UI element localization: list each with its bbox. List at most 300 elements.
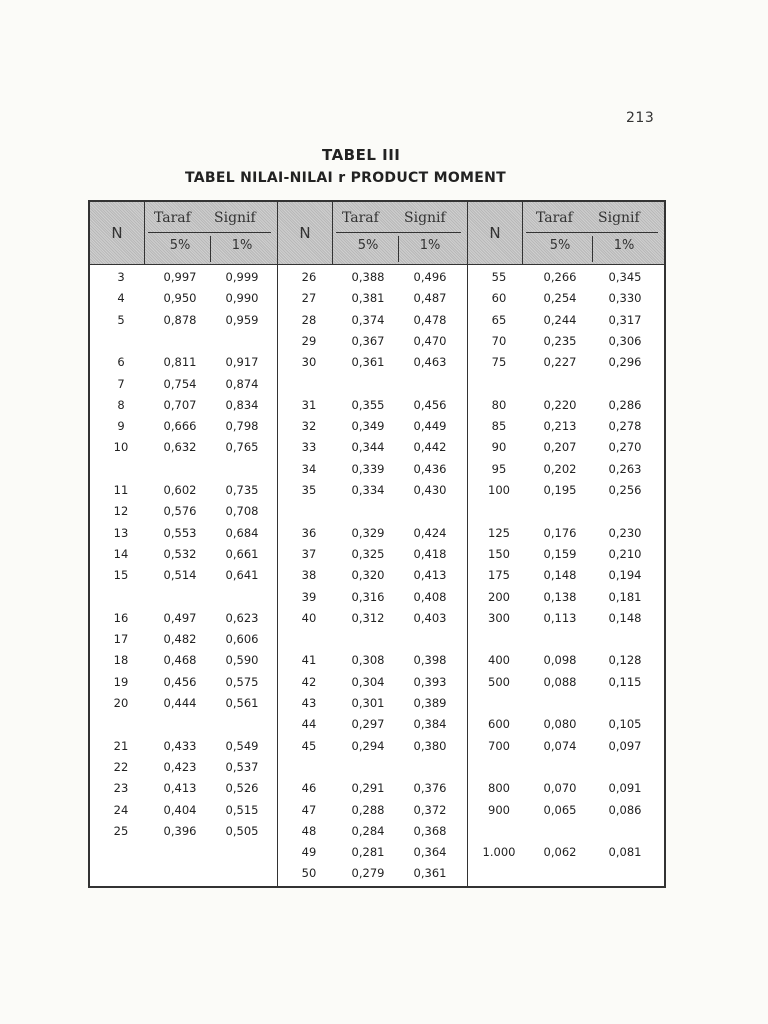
cell-5pct: 0,235 <box>543 333 577 348</box>
cell-n: 8 <box>117 397 125 412</box>
cell-1pct: 0,990 <box>225 291 259 306</box>
table-row <box>90 760 277 781</box>
cell-5pct: 0,316 <box>351 589 385 604</box>
cell-5pct: 0,811 <box>163 355 197 370</box>
header-taraf: Taraf <box>342 210 379 226</box>
table-row <box>468 611 664 632</box>
table-row <box>468 270 664 291</box>
cell-1pct: 0,834 <box>225 397 259 412</box>
cell-1pct: 0,230 <box>608 525 642 540</box>
table-row <box>468 398 664 419</box>
cell-n: 400 <box>488 653 510 668</box>
cell-5pct: 0,244 <box>543 312 577 327</box>
cell-5pct: 0,482 <box>163 632 197 647</box>
cell-5pct: 0,404 <box>163 802 197 817</box>
cell-1pct: 0,296 <box>608 355 642 370</box>
cell-1pct: 0,361 <box>413 866 447 881</box>
cell-n: 13 <box>113 525 129 540</box>
cell-1pct: 0,561 <box>225 696 259 710</box>
table-row <box>90 632 277 653</box>
cell-n: 12 <box>113 504 129 519</box>
cell-1pct: 0,735 <box>225 483 259 497</box>
cell-1pct: 0,515 <box>225 802 259 817</box>
cell-1pct: 0,623 <box>225 610 259 625</box>
cell-n: 26 <box>301 270 317 284</box>
cell-1pct: 0,403 <box>413 610 447 625</box>
header-5pct: 5% <box>357 238 379 253</box>
cell-n: 37 <box>301 546 317 561</box>
cell-5pct: 0,381 <box>351 291 385 306</box>
cell-1pct: 0,128 <box>608 653 642 668</box>
cell-5pct: 0,532 <box>163 546 197 561</box>
cell-5pct: 0,291 <box>351 781 385 796</box>
cell-5pct: 0,334 <box>351 483 385 497</box>
cell-1pct: 0,376 <box>413 781 447 796</box>
table-row <box>90 334 277 355</box>
header-1pct: 1% <box>419 238 441 253</box>
cell-n: 150 <box>488 546 510 561</box>
cell-5pct: 0,065 <box>543 802 577 817</box>
cell-5pct: 0,456 <box>163 674 197 689</box>
cell-1pct: 0,430 <box>413 483 447 497</box>
cell-5pct: 0,159 <box>543 546 577 561</box>
cell-5pct: 0,308 <box>351 653 385 668</box>
cell-5pct: 0,304 <box>351 674 385 689</box>
cell-n: 80 <box>491 397 507 412</box>
header-n: N <box>468 202 523 264</box>
table-row <box>468 547 664 568</box>
header-rule <box>148 232 271 233</box>
cell-n: 9 <box>117 419 125 434</box>
cell-n: 29 <box>301 333 317 348</box>
cell-5pct: 0,344 <box>351 440 385 455</box>
cell-n: 49 <box>301 845 317 860</box>
table-row <box>278 291 467 312</box>
cell-n: 75 <box>491 355 507 370</box>
cell-1pct: 0,317 <box>608 312 642 327</box>
table-header <box>90 202 277 265</box>
cell-n: 47 <box>301 802 317 817</box>
header-divider <box>592 236 593 262</box>
cell-1pct: 0,487 <box>413 291 447 306</box>
cell-5pct: 0,266 <box>543 270 577 284</box>
cell-5pct: 0,301 <box>351 696 385 710</box>
table-row <box>468 653 664 674</box>
cell-1pct: 0,398 <box>413 653 447 668</box>
cell-5pct: 0,413 <box>163 781 197 796</box>
table-row <box>278 590 467 611</box>
cell-1pct: 0,661 <box>225 546 259 561</box>
table-row <box>278 568 467 589</box>
cell-1pct: 0,408 <box>413 589 447 604</box>
cell-n: 44 <box>301 717 317 732</box>
table-row <box>468 739 664 760</box>
cell-n: 6 <box>117 355 125 370</box>
cell-1pct: 0,449 <box>413 419 447 434</box>
table-row <box>468 803 664 824</box>
header-n: N <box>278 202 333 264</box>
header-rule <box>526 232 658 233</box>
table-panel-1 <box>90 202 278 886</box>
table-row <box>468 377 664 398</box>
cell-5pct: 0,632 <box>163 440 197 455</box>
cell-1pct: 0,708 <box>225 504 259 519</box>
cell-1pct: 0,478 <box>413 312 447 327</box>
cell-1pct: 0,115 <box>608 674 642 689</box>
cell-1pct: 0,086 <box>608 802 642 817</box>
table-row <box>278 313 467 334</box>
table-row <box>468 568 664 589</box>
cell-n: 7 <box>117 376 125 391</box>
cell-n: 3 <box>117 270 125 284</box>
cell-n: 95 <box>491 461 507 476</box>
cell-n: 300 <box>488 610 510 625</box>
cell-n: 70 <box>491 333 507 348</box>
header-1pct: 1% <box>231 238 253 253</box>
table-row <box>90 377 277 398</box>
header-signif: Signif <box>404 210 446 226</box>
cell-1pct: 0,496 <box>413 270 447 284</box>
cell-1pct: 0,456 <box>413 397 447 412</box>
cell-5pct: 0,997 <box>163 270 197 284</box>
table-row <box>90 717 277 738</box>
cell-1pct: 0,330 <box>608 291 642 306</box>
cell-1pct: 0,364 <box>413 845 447 860</box>
table-row <box>468 440 664 461</box>
table-row <box>278 632 467 653</box>
table-row <box>90 270 277 291</box>
table-row <box>468 632 664 653</box>
cell-5pct: 0,468 <box>163 653 197 668</box>
table-row <box>278 547 467 568</box>
cell-n: 700 <box>488 738 510 753</box>
cell-n: 38 <box>301 568 317 583</box>
cell-5pct: 0,339 <box>351 461 385 476</box>
cell-n: 14 <box>113 546 129 561</box>
table-row <box>90 462 277 483</box>
cell-5pct: 0,062 <box>543 845 577 860</box>
cell-n: 500 <box>488 674 510 689</box>
cell-n: 900 <box>488 802 510 817</box>
cell-1pct: 0,380 <box>413 738 447 753</box>
cell-5pct: 0,754 <box>163 376 197 391</box>
table-row <box>90 824 277 845</box>
cell-1pct: 0,368 <box>413 823 447 838</box>
table-row <box>278 781 467 802</box>
cell-1pct: 0,306 <box>608 333 642 348</box>
cell-1pct: 0,442 <box>413 440 447 455</box>
table-row <box>90 675 277 696</box>
cell-5pct: 0,374 <box>351 312 385 327</box>
cell-1pct: 0,278 <box>608 419 642 434</box>
cell-n: 85 <box>491 419 507 434</box>
cell-n: 10 <box>113 440 129 455</box>
cell-5pct: 0,878 <box>163 312 197 327</box>
cell-1pct: 0,393 <box>413 674 447 689</box>
cell-1pct: 0,148 <box>608 610 642 625</box>
cell-n: 32 <box>301 419 317 434</box>
cell-5pct: 0,080 <box>543 717 577 732</box>
cell-n: 16 <box>113 610 129 625</box>
cell-n: 23 <box>113 781 129 796</box>
table-row <box>278 440 467 461</box>
cell-5pct: 0,355 <box>351 397 385 412</box>
header-divider <box>398 236 399 262</box>
cell-1pct: 0,436 <box>413 461 447 476</box>
cell-5pct: 0,213 <box>543 419 577 434</box>
table-panel-3 <box>468 202 664 886</box>
cell-5pct: 0,666 <box>163 419 197 434</box>
cell-5pct: 0,284 <box>351 823 385 838</box>
cell-n: 4 <box>117 291 125 306</box>
cell-5pct: 0,138 <box>543 589 577 604</box>
table-row <box>468 462 664 483</box>
header-divider <box>210 236 211 262</box>
cell-n: 175 <box>488 568 510 583</box>
cell-5pct: 0,320 <box>351 568 385 583</box>
cell-n: 31 <box>301 397 317 412</box>
cell-n: 50 <box>301 866 317 881</box>
cell-n: 125 <box>488 525 510 540</box>
cell-1pct: 0,263 <box>608 461 642 476</box>
cell-1pct: 0,959 <box>225 312 259 327</box>
cell-1pct: 0,463 <box>413 355 447 370</box>
cell-1pct: 0,345 <box>608 270 642 284</box>
cell-1pct: 0,210 <box>608 546 642 561</box>
cell-5pct: 0,423 <box>163 759 197 774</box>
table-row <box>278 653 467 674</box>
cell-n: 1.000 <box>482 845 516 860</box>
table-title: TABEL III <box>322 146 401 164</box>
cell-n: 35 <box>301 483 317 497</box>
cell-n: 43 <box>301 696 317 710</box>
table-row <box>278 845 467 866</box>
cell-n: 11 <box>113 483 129 497</box>
cell-5pct: 0,297 <box>351 717 385 732</box>
cell-1pct: 0,641 <box>225 568 259 583</box>
table-row <box>90 355 277 376</box>
cell-5pct: 0,553 <box>163 525 197 540</box>
cell-1pct: 0,606 <box>225 632 259 647</box>
cell-n: 46 <box>301 781 317 796</box>
cell-1pct: 0,470 <box>413 333 447 348</box>
cell-1pct: 0,097 <box>608 738 642 753</box>
cell-n: 28 <box>301 312 317 327</box>
table-row <box>468 291 664 312</box>
cell-1pct: 0,413 <box>413 568 447 583</box>
cell-n: 42 <box>301 674 317 689</box>
table-row <box>90 419 277 440</box>
cell-n: 40 <box>301 610 317 625</box>
cell-5pct: 0,281 <box>351 845 385 860</box>
cell-1pct: 0,526 <box>225 781 259 796</box>
cell-1pct: 0,505 <box>225 823 259 838</box>
table-row <box>468 760 664 781</box>
cell-1pct: 0,874 <box>225 376 259 391</box>
cell-5pct: 0,288 <box>351 802 385 817</box>
table-row <box>278 717 467 738</box>
cell-1pct: 0,105 <box>608 717 642 732</box>
cell-1pct: 0,389 <box>413 696 447 710</box>
cell-5pct: 0,294 <box>351 738 385 753</box>
cell-5pct: 0,088 <box>543 674 577 689</box>
table-row <box>90 291 277 312</box>
table-row <box>278 398 467 419</box>
cell-n: 27 <box>301 291 317 306</box>
cell-5pct: 0,707 <box>163 397 197 412</box>
cell-5pct: 0,220 <box>543 397 577 412</box>
cell-5pct: 0,254 <box>543 291 577 306</box>
cell-n: 15 <box>113 568 129 583</box>
cell-5pct: 0,074 <box>543 738 577 753</box>
table-row <box>468 845 664 866</box>
table-row <box>468 824 664 845</box>
cell-5pct: 0,207 <box>543 440 577 455</box>
table-header <box>278 202 467 265</box>
cell-n: 21 <box>113 738 129 753</box>
table-panel-2 <box>278 202 468 886</box>
table-row <box>90 611 277 632</box>
cell-1pct: 0,537 <box>225 759 259 774</box>
header-signif: Signif <box>214 210 256 226</box>
table-row <box>468 419 664 440</box>
cell-5pct: 0,312 <box>351 610 385 625</box>
cell-1pct: 0,384 <box>413 717 447 732</box>
cell-1pct: 0,590 <box>225 653 259 668</box>
cell-n: 36 <box>301 525 317 540</box>
cell-1pct: 0,256 <box>608 483 642 497</box>
cell-1pct: 0,081 <box>608 845 642 860</box>
cell-1pct: 0,798 <box>225 419 259 434</box>
cell-n: 48 <box>301 823 317 838</box>
cell-5pct: 0,497 <box>163 610 197 625</box>
table-row <box>278 377 467 398</box>
table-row <box>90 568 277 589</box>
cell-5pct: 0,176 <box>543 525 577 540</box>
cell-n: 20 <box>113 696 129 710</box>
table-row <box>90 781 277 802</box>
cell-n: 65 <box>491 312 507 327</box>
cell-1pct: 0,917 <box>225 355 259 370</box>
table-row <box>90 398 277 419</box>
cell-n: 19 <box>113 674 129 689</box>
cell-5pct: 0,433 <box>163 738 197 753</box>
cell-5pct: 0,396 <box>163 823 197 838</box>
cell-5pct: 0,279 <box>351 866 385 881</box>
table-row <box>90 590 277 611</box>
cell-5pct: 0,602 <box>163 483 197 497</box>
cell-n: 25 <box>113 823 129 838</box>
header-n: N <box>90 202 145 264</box>
table-row <box>278 739 467 760</box>
header-taraf: Taraf <box>536 210 573 226</box>
header-1pct: 1% <box>613 238 635 253</box>
cell-n: 100 <box>488 483 510 497</box>
cell-5pct: 0,349 <box>351 419 385 434</box>
cell-5pct: 0,576 <box>163 504 197 519</box>
table-row <box>468 717 664 738</box>
table-row <box>90 739 277 760</box>
table-row <box>90 547 277 568</box>
page-number: 213 <box>626 110 655 126</box>
cell-n: 55 <box>491 270 507 284</box>
table-row <box>278 355 467 376</box>
cell-5pct: 0,444 <box>163 696 197 710</box>
cell-5pct: 0,148 <box>543 568 577 583</box>
table-row <box>468 334 664 355</box>
table-row <box>90 653 277 674</box>
table-subtitle: TABEL NILAI-NILAI r PRODUCT MOMENT <box>185 170 506 186</box>
cell-5pct: 0,950 <box>163 291 197 306</box>
cell-1pct: 0,549 <box>225 738 259 753</box>
table-row <box>468 696 664 717</box>
cell-n: 18 <box>113 653 129 668</box>
table-row <box>278 504 467 525</box>
table-row <box>468 504 664 525</box>
table-row <box>278 803 467 824</box>
cell-n: 45 <box>301 738 317 753</box>
table-row <box>278 760 467 781</box>
cell-1pct: 0,270 <box>608 440 642 455</box>
table-row <box>468 526 664 547</box>
table-row <box>278 696 467 717</box>
cell-1pct: 0,181 <box>608 589 642 604</box>
cell-5pct: 0,367 <box>351 333 385 348</box>
cell-n: 30 <box>301 355 317 370</box>
cell-5pct: 0,227 <box>543 355 577 370</box>
r-product-moment-table <box>88 200 666 888</box>
cell-n: 39 <box>301 589 317 604</box>
table-row <box>278 270 467 291</box>
table-row <box>468 590 664 611</box>
cell-n: 41 <box>301 653 317 668</box>
table-row <box>278 824 467 845</box>
table-row <box>278 611 467 632</box>
table-row <box>90 440 277 461</box>
table-row <box>468 355 664 376</box>
cell-n: 5 <box>117 312 125 327</box>
cell-5pct: 0,329 <box>351 525 385 540</box>
cell-1pct: 0,424 <box>413 525 447 540</box>
table-row <box>90 803 277 824</box>
cell-5pct: 0,098 <box>543 653 577 668</box>
table-row <box>278 462 467 483</box>
table-row <box>468 483 664 504</box>
cell-1pct: 0,194 <box>608 568 642 583</box>
cell-1pct: 0,418 <box>413 546 447 561</box>
table-row <box>278 334 467 355</box>
cell-1pct: 0,575 <box>225 674 259 689</box>
table-row <box>468 675 664 696</box>
header-5pct: 5% <box>549 238 571 253</box>
cell-n: 200 <box>488 589 510 604</box>
cell-5pct: 0,388 <box>351 270 385 284</box>
cell-1pct: 0,999 <box>225 270 259 284</box>
cell-n: 60 <box>491 291 507 306</box>
cell-1pct: 0,684 <box>225 525 259 540</box>
cell-n: 22 <box>113 759 129 774</box>
cell-n: 24 <box>113 802 129 817</box>
table-row <box>90 696 277 717</box>
header-rule <box>336 232 461 233</box>
table-row <box>278 675 467 696</box>
table-row <box>468 313 664 334</box>
table-row <box>90 313 277 334</box>
cell-5pct: 0,325 <box>351 546 385 561</box>
header-signif: Signif <box>598 210 640 226</box>
cell-1pct: 0,372 <box>413 802 447 817</box>
table-row <box>278 866 467 887</box>
